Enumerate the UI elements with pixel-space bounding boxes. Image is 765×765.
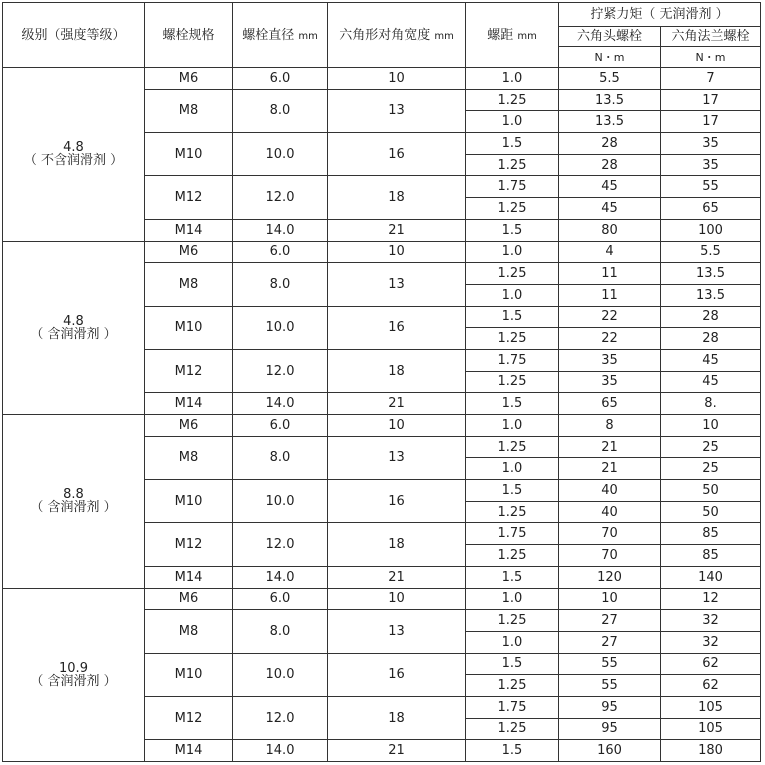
hex-flange-torque-cell: 105 [661,718,761,740]
grade-cell [3,415,145,589]
hex-flange-torque-cell: 85 [661,523,761,545]
table-row [3,415,761,437]
hex-head-torque-cell: 13.5 [559,89,661,111]
diameter-cell: 10.0 [233,653,328,696]
bolt-spec-cell: M8 [145,263,233,306]
hex-flange-torque-cell: 25 [661,458,761,480]
col-header-pitch: 螺距 mm [466,3,559,68]
grade-value: 8.8 [63,487,84,503]
bolt-spec-cell: M6 [145,241,233,263]
hex-flange-torque-cell: 65 [661,198,761,220]
hex-head-torque-cell: 35 [559,349,661,371]
bolt-spec-cell: M12 [145,696,233,739]
hex-head-torque-cell: 70 [559,545,661,567]
bolt-spec-cell: M14 [145,393,233,415]
hex-flange-torque-cell: 28 [661,328,761,350]
col-header-hex-width: 六角形对角宽度 mm [328,3,466,68]
pitch-cell: 1.5 [466,740,559,762]
grade-cell [3,241,145,415]
hex-flange-torque-cell: 105 [661,696,761,718]
pitch-cell: 1.25 [466,328,559,350]
hex-flange-torque-cell: 85 [661,545,761,567]
hex-flange-torque-cell: 50 [661,480,761,502]
unit-label-hex-flange: N・m [661,47,761,68]
pitch-cell: 1.25 [466,89,559,111]
pitch-cell: 1.0 [466,631,559,653]
diameter-cell: 12.0 [233,696,328,739]
hex-flange-torque-cell: 100 [661,219,761,241]
table-body [3,68,761,762]
pitch-cell: 1.25 [466,371,559,393]
bolt-spec-cell: M12 [145,176,233,219]
hex-flange-torque-cell: 17 [661,89,761,111]
bolt-spec-cell: M14 [145,566,233,588]
hex-flange-torque-cell: 7 [661,68,761,90]
diameter-cell: 8.0 [233,263,328,306]
hex-flange-torque-cell: 45 [661,371,761,393]
hex-width-cell: 21 [328,740,466,762]
unit-label-hex-head: N・m [559,47,661,68]
pitch-cell: 1.0 [466,68,559,90]
pitch-cell: 1.5 [466,393,559,415]
bolt-spec-cell: M8 [145,89,233,132]
hex-flange-torque-cell: 25 [661,436,761,458]
hex-head-torque-cell: 8 [559,415,661,437]
diameter-cell: 14.0 [233,219,328,241]
hex-width-cell: 18 [328,523,466,566]
diameter-cell: 6.0 [233,588,328,610]
col-header-torque-group: 拧紧力矩（ 无润滑剂 ） [559,3,761,27]
pitch-cell: 1.75 [466,696,559,718]
hex-head-torque-cell: 27 [559,610,661,632]
hex-width-cell: 10 [328,588,466,610]
col-header-hex-head-bolt: 六角头螺栓 [559,27,661,47]
pitch-cell: 1.25 [466,154,559,176]
hex-flange-torque-cell: 35 [661,154,761,176]
hex-head-torque-cell: 11 [559,263,661,285]
col-header-grade: 级别（强度等级） [3,3,145,68]
pitch-cell: 1.5 [466,306,559,328]
pitch-cell: 1.75 [466,176,559,198]
diameter-cell: 10.0 [233,133,328,176]
hex-head-torque-cell: 55 [559,653,661,675]
bolt-spec-cell: M14 [145,740,233,762]
hex-width-cell: 21 [328,393,466,415]
diameter-cell: 12.0 [233,176,328,219]
hex-flange-torque-cell: 13.5 [661,263,761,285]
bolt-spec-cell: M6 [145,588,233,610]
pitch-cell: 1.25 [466,610,559,632]
hex-flange-torque-cell: 5.5 [661,241,761,263]
pitch-cell: 1.0 [466,241,559,263]
hex-head-torque-cell: 5.5 [559,68,661,90]
hex-head-torque-cell: 45 [559,176,661,198]
hex-flange-torque-cell: 140 [661,566,761,588]
diameter-cell: 6.0 [233,68,328,90]
hex-head-torque-cell: 95 [559,696,661,718]
bolt-spec-cell: M10 [145,306,233,349]
hex-flange-torque-cell: 32 [661,631,761,653]
hex-width-cell: 18 [328,696,466,739]
diameter-cell: 8.0 [233,89,328,132]
pitch-cell: 1.5 [466,566,559,588]
pitch-cell: 1.0 [466,458,559,480]
hex-flange-torque-cell: 45 [661,349,761,371]
bolt-spec-cell: M10 [145,653,233,696]
diameter-cell: 10.0 [233,480,328,523]
hex-width-cell: 16 [328,480,466,523]
hex-flange-torque-cell: 17 [661,111,761,133]
pitch-cell: 1.25 [466,501,559,523]
lubricant-note: （ 含润滑剂 ） [30,673,117,689]
table-header [3,3,761,68]
hex-head-torque-cell: 21 [559,458,661,480]
pitch-cell: 1.25 [466,718,559,740]
hex-head-torque-cell: 120 [559,566,661,588]
hex-width-cell: 10 [328,241,466,263]
pitch-cell: 1.0 [466,111,559,133]
grade-value: 10.9 [59,660,88,676]
hex-flange-torque-cell: 12 [661,588,761,610]
pitch-cell: 1.5 [466,653,559,675]
hex-width-cell: 13 [328,436,466,479]
pitch-cell: 1.25 [466,545,559,567]
hex-width-cell: 16 [328,306,466,349]
hex-head-torque-cell: 4 [559,241,661,263]
hex-head-torque-cell: 21 [559,436,661,458]
hex-width-cell: 10 [328,415,466,437]
hex-head-torque-cell: 35 [559,371,661,393]
hex-head-torque-cell: 95 [559,718,661,740]
hex-head-torque-cell: 80 [559,219,661,241]
hex-head-torque-cell: 70 [559,523,661,545]
hex-head-torque-cell: 22 [559,306,661,328]
hex-head-torque-cell: 13.5 [559,111,661,133]
hex-head-torque-cell: 40 [559,501,661,523]
grade-value: 4.8 [63,313,84,329]
bolt-spec-cell: M12 [145,523,233,566]
hex-flange-torque-cell: 62 [661,675,761,697]
hex-head-torque-cell: 27 [559,631,661,653]
pitch-cell: 1.0 [466,284,559,306]
bolt-spec-cell: M6 [145,415,233,437]
pitch-cell: 1.75 [466,523,559,545]
hex-flange-torque-cell: 62 [661,653,761,675]
bolt-spec-cell: M10 [145,133,233,176]
bolt-spec-cell: M14 [145,219,233,241]
grade-cell [3,588,145,762]
hex-width-cell: 16 [328,133,466,176]
pitch-cell: 1.5 [466,133,559,155]
hex-width-cell: 13 [328,610,466,653]
bolt-spec-cell: M12 [145,349,233,392]
diameter-cell: 12.0 [233,349,328,392]
diameter-cell: 6.0 [233,415,328,437]
hex-flange-torque-cell: 10 [661,415,761,437]
col-header-bolt-spec: 螺栓规格 [145,3,233,68]
diameter-cell: 12.0 [233,523,328,566]
col-header-diameter: 螺栓直径 mm [233,3,328,68]
diameter-cell: 14.0 [233,566,328,588]
bolt-spec-cell: M6 [145,68,233,90]
pitch-cell: 1.25 [466,263,559,285]
hex-head-torque-cell: 160 [559,740,661,762]
diameter-cell: 14.0 [233,393,328,415]
hex-head-torque-cell: 55 [559,675,661,697]
col-header-hex-flange-bolt: 六角法兰螺栓 [661,27,761,47]
hex-flange-torque-cell: 28 [661,306,761,328]
diameter-cell: 14.0 [233,740,328,762]
diameter-cell: 6.0 [233,241,328,263]
hex-head-torque-cell: 11 [559,284,661,306]
bolt-spec-cell: M10 [145,480,233,523]
pitch-cell: 1.25 [466,436,559,458]
hex-width-cell: 21 [328,219,466,241]
lubricant-note: （ 不含润滑剂 ） [23,153,124,169]
hex-flange-torque-cell: 35 [661,133,761,155]
hex-width-cell: 18 [328,349,466,392]
hex-width-cell: 13 [328,263,466,306]
hex-width-cell: 21 [328,566,466,588]
table-row [3,588,761,610]
hex-width-cell: 18 [328,176,466,219]
bolt-spec-cell: M8 [145,610,233,653]
hex-flange-torque-cell: 13.5 [661,284,761,306]
table-row [3,241,761,263]
hex-head-torque-cell: 40 [559,480,661,502]
pitch-cell: 1.0 [466,588,559,610]
diameter-cell: 10.0 [233,306,328,349]
grade-cell [3,68,145,242]
hex-flange-torque-cell: 32 [661,610,761,632]
hex-width-cell: 16 [328,653,466,696]
hex-flange-torque-cell: 55 [661,176,761,198]
pitch-cell: 1.25 [466,675,559,697]
grade-value: 4.8 [63,140,84,156]
hex-flange-torque-cell: 50 [661,501,761,523]
pitch-cell: 1.25 [466,198,559,220]
hex-width-cell: 13 [328,89,466,132]
table-row [3,68,761,90]
diameter-cell: 8.0 [233,436,328,479]
hex-head-torque-cell: 45 [559,198,661,220]
lubricant-note: （ 含润滑剂 ） [30,326,117,342]
hex-width-cell: 10 [328,68,466,90]
hex-head-torque-cell: 28 [559,133,661,155]
pitch-cell: 1.0 [466,415,559,437]
hex-head-torque-cell: 10 [559,588,661,610]
hex-head-torque-cell: 65 [559,393,661,415]
lubricant-note: （ 含润滑剂 ） [30,500,117,516]
pitch-cell: 1.5 [466,219,559,241]
hex-flange-torque-cell: 8. [661,393,761,415]
torque-table [2,2,761,762]
pitch-cell: 1.5 [466,480,559,502]
pitch-cell: 1.75 [466,349,559,371]
diameter-cell: 8.0 [233,610,328,653]
hex-head-torque-cell: 28 [559,154,661,176]
hex-head-torque-cell: 22 [559,328,661,350]
bolt-spec-cell: M8 [145,436,233,479]
hex-flange-torque-cell: 180 [661,740,761,762]
